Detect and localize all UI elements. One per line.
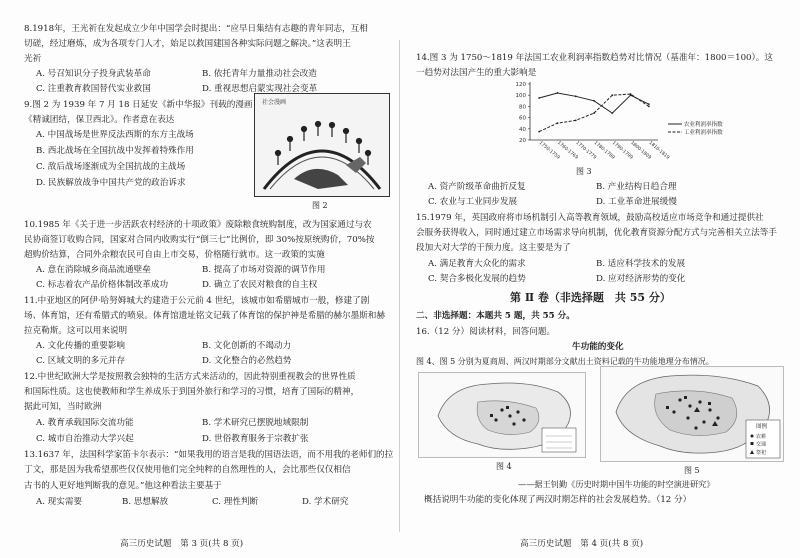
q12-option-c[interactable]: C. 城市自治推动大学兴起 [36,434,134,444]
q8-option-c[interactable]: C. 注重教育救国替代实业救国 [36,84,151,94]
q9-option-b[interactable]: B. 西北战场在全国抗战中发挥着特殊作用 [36,146,194,156]
q12-stem-1: 12.中世纪欧洲大学是按照教会独特的生活方式来活动的，因此特别重视教会的世界性质 [24,372,356,382]
chart-point [557,122,559,124]
chart-x-tick-label: 1750-1759 [537,140,561,161]
chart-y-tick-label: 40 [519,126,526,133]
q10-option-d[interactable]: D. 确立了农民对粮食的自主权 [202,280,318,290]
q9-option-d[interactable]: D. 民族解放战争中国共产党的政治诉求 [36,178,186,188]
q13-option-a[interactable]: A. 现实需要 [36,497,83,507]
q13-stem-2: 丁文，那是因为我希望那些仅仅使用他们完全纯粹的自然理性的人，会比那些仅仅相信 [24,465,351,475]
chart-x-tick-label: 1760-1769 [556,140,579,161]
chart-x-tick-label: 1810-1819 [647,140,670,161]
q10-option-c[interactable]: C. 标志着农产品价格体制改革成功 [36,280,169,290]
chart-point [575,95,577,97]
chart-point [538,97,540,99]
chart-point [611,94,613,96]
chart-point [593,112,595,114]
q12-option-d[interactable]: D. 世俗教育服务于宗教扩张 [202,434,309,444]
q8-stem-1: 8.1918年，王光祈在发起成立少年中国学会时提出：“应早日集结有志趣的青年同志，互相 [24,24,368,34]
q11-stem-3: 拉克勒斯。这可以用来说明 [24,326,128,336]
q11-option-d[interactable]: D. 文化整合的必然趋势 [202,356,292,366]
chart-point [648,106,650,108]
figure-3-caption: 图 3 [576,167,592,176]
q10-stem-3: 超购价结算，合同外余粮农民可自由上市交易，价格随行就市。这一政策的实施 [24,250,325,260]
q9-option-a[interactable]: A. 中国战场是世界反法西斯的东方主战场 [36,130,194,140]
q15-option-b[interactable]: B. 适应科学技术的发展 [596,259,686,269]
q8-option-d[interactable]: D. 重视思想启蒙实现社会变革 [202,84,318,94]
chart-legend-label: 工业利润率指数 [684,130,723,136]
q11-stem-1: 11.中亚地区的阿伊·哈努姆城大约建造于公元前 4 世纪，该城市如希腊城市一般，修建了剧 [24,296,370,306]
cartoon-header: 社会漫画 [262,99,287,106]
q14-option-c[interactable]: C. 农业与工业同步发展 [428,197,518,207]
q14-stem-2: 一趋势对法国产生的重大影响是 [416,68,537,78]
q16-source: ——据王钊勤《历史时期中国牛功能的时空演进研究》 [518,479,715,489]
chart-x-tick-label: 1790-1799 [611,140,634,161]
chart-point [630,93,632,95]
figure-4-caption: 图 4 [496,462,512,471]
chart-x-tick-label: 1800-1809 [629,140,652,161]
chart-x-tick-label: 1780-1789 [592,140,616,161]
q15-stem-3: 段加大对大学的干预力度。这主要是为了 [416,243,571,253]
legend-item-3: 祭祀 [756,450,767,456]
q15-stem-2: 会服务获得收入，同时通过建立市场需求导向机制，优化教育资源分配方式与完善相关立法等手 [416,228,777,238]
q10-stem-2: 民协商签订收购合同，国家对合同内收购实行“倒三七”比例价，即 30%按原统购价，70%按 [24,235,375,245]
chart-point [611,112,613,114]
q14-option-a[interactable]: A. 资产阶级革命曲折反复 [428,182,526,192]
chart-y-tick-label: 80 [519,104,526,111]
q14-option-b[interactable]: B. 产业结构日趋合理 [596,182,677,192]
q8-stem-2: 切磋，经过磨炼，成为各项专门人才，始足以救国建国各种实际问题之解决。”这表明王 [24,39,351,49]
chart-point [593,100,595,102]
q12-stem-2: 和国际性质。这也使教师和学生养成乐于到国外旅行和学习的习惯，培育了国际的精神， [24,387,360,397]
chart-point [557,92,559,94]
q11-option-c[interactable]: C. 区域文明的多元并存 [36,356,126,366]
q13-option-b[interactable]: B. 思想解放 [122,497,169,507]
chart-point [575,120,577,122]
q11-option-a[interactable]: A. 文化传播的重要影响 [36,341,126,351]
page-4-footer: 高三历史试题 第 4 页(共 8 页) [520,539,644,549]
figure-5-caption: 图 5 [684,466,700,475]
q10-option-a[interactable]: A. 意在消除城乡商品流通壁垒 [36,265,151,275]
q9-option-c[interactable]: C. 敌后战场逐渐成为全国抗战的主战场 [36,162,186,172]
map-figure-5 [600,366,784,462]
chart-series-line-1 [539,93,649,113]
q15-option-d[interactable]: D. 应对经济形势的变化 [596,274,686,284]
q8-option-b[interactable]: B. 依托青年力量推动社会改造 [202,69,317,79]
legend-item-1: 农耕 [756,434,767,440]
q10-stem-1: 10.1985 年《关于进一步活跃农村经济的十项政策》废除粮食统购制度，改为国家通过与农 [24,220,372,230]
q11-option-b[interactable]: B. 文化创新的不竭动力 [202,341,292,351]
q9-stem-1: 9.图 2 为 1939 年 7 月 18 日延安《新中华报》刊载的漫画 [24,100,253,110]
chart-x-tick-label: 1770-1779 [574,140,597,161]
chart-y-tick-label: 60 [519,115,526,122]
page-3-footer: 高三历史试题 第 3 页(共 8 页) [120,539,244,549]
q15-stem-1: 15.1979 年，英国政府将市场机制引入高等教育领域，鼓励高校适应市场竞争和通过提供社 [416,213,764,223]
section-2-title: 第 Ⅱ 卷（非选择题 共 55 分） [510,291,671,304]
q16-intro: 16.（12 分）阅读材料，回答问题。 [416,327,556,337]
q15-option-a[interactable]: A. 满足教育大众化的需求 [428,259,526,269]
q13-stem-3: 古书的人更好地判断我的意见。”他这种看法主要基于 [24,481,222,491]
cartoon-figure [254,93,390,197]
q11-stem-2: 场、体育馆，还有希腊式的喷泉。体育馆遗址铭文记载了体育馆的保护神是希腊的赫尔墨斯和赫 [24,311,385,321]
q16-question: 概括说明牛功能的变化体现了两汉时期怎样的社会发展趋势。（12 分） [424,495,692,505]
q14-option-d[interactable]: D. 工业革命进展缓慢 [596,197,677,207]
q12-option-b[interactable]: B. 学术研究已摆脱地域限制 [202,418,309,428]
map-legend-title: 图例 [756,424,768,430]
map-figure-4 [418,372,586,458]
q13-option-c[interactable]: C. 理性判断 [212,497,259,507]
q16-material-text: 图 4、图 5 分别为夏商周、两汉时期部分文献出土资料记载的牛功能地理分布情况。 [416,357,714,366]
q10-option-b[interactable]: B. 提高了市场对资源的调节作用 [202,265,326,275]
chart-legend-label: 农业利润率指数 [684,122,723,128]
q14-stem-1: 14.图 3 为 1750～1819 年法国工农业利润率指数趋势对比情况（基准年：1800＝100）。这 [416,53,773,63]
figure-2-caption: 图 2 [312,201,328,210]
q15-option-c[interactable]: C. 契合多极化发展的趋势 [428,274,526,284]
chart-y-tick-label: 20 [519,138,526,144]
q16-material-title: 牛功能的变化 [572,342,624,352]
chart-point [648,103,650,105]
section-2-note: 二、非选择题：本题共 5 题，共 55 分。 [416,311,575,321]
q13-stem-1: 13.1637 年，法国科学家笛卡尔表示：“如果我用的语言是我的国语法语，而不用我的老师们的拉 [24,450,394,460]
chart-y-tick-label: 100 [515,93,526,100]
q8-option-a[interactable]: A. 号召知识分子投身武装革命 [36,69,151,79]
q9-stem-2: 《精诚团结，保卫西北》。作者意在表达 [24,115,175,125]
chart-y-tick-label: 120 [515,82,526,88]
profit-chart [508,78,740,166]
chart-point [538,131,540,133]
legend-item-2: 交通 [756,441,767,448]
q12-option-a[interactable]: A. 教育承载国际交流功能 [36,418,134,428]
q8-stem-3: 光祈 [24,54,42,64]
q12-stem-3: 据此可知，当时欧洲 [24,402,102,412]
q13-option-d[interactable]: D. 学术研究 [302,497,349,507]
page-4 [400,0,800,558]
